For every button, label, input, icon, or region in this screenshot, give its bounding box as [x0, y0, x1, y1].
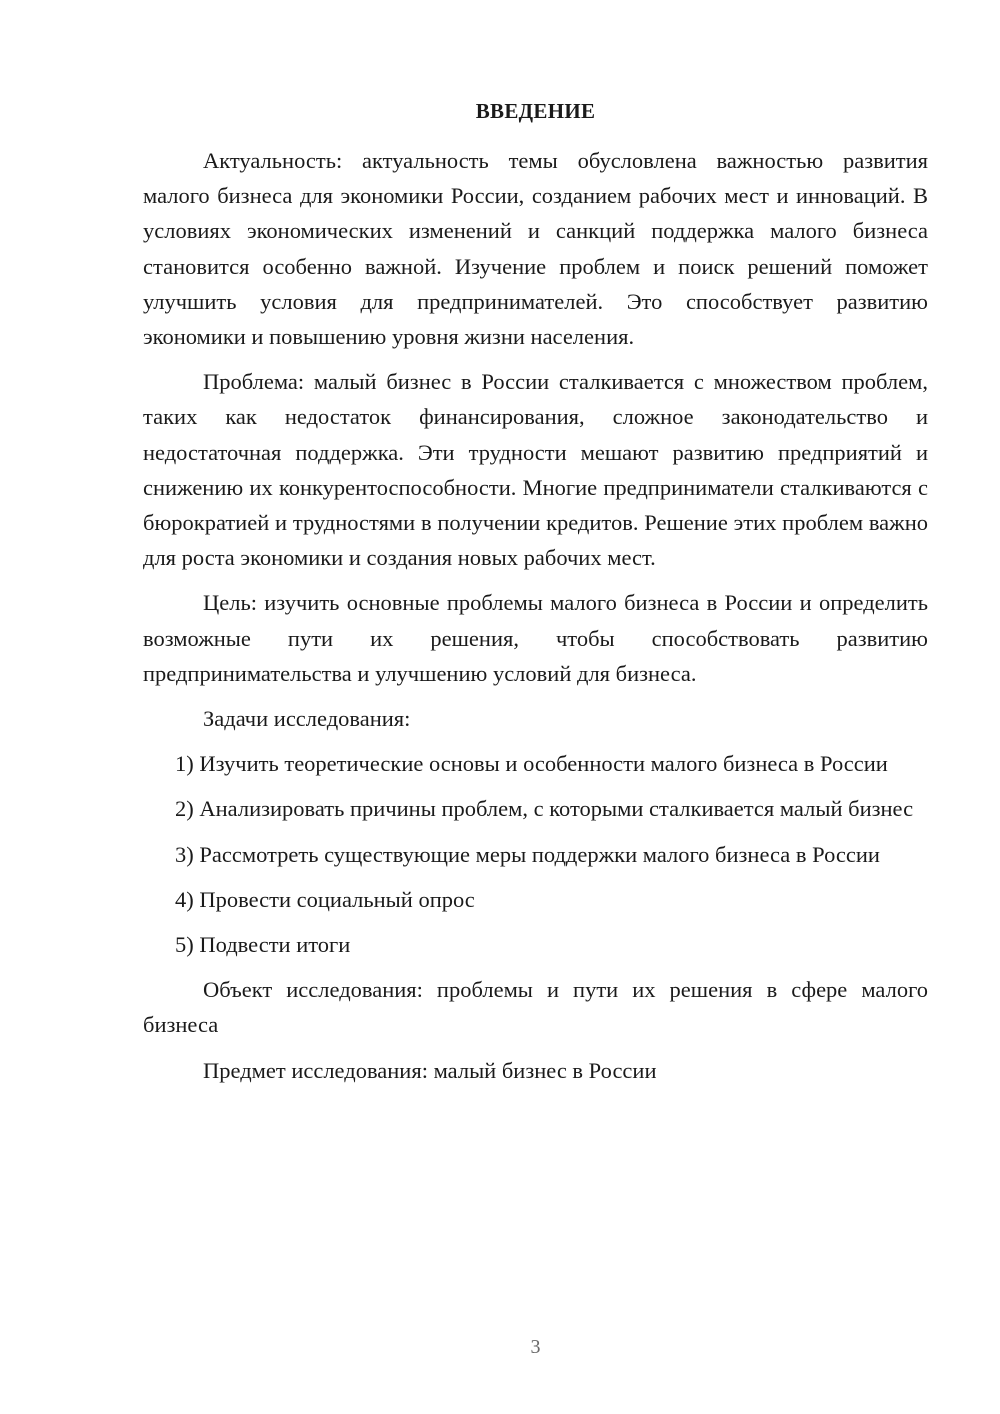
paragraph-tasks-heading: Задачи исследования: — [203, 706, 411, 732]
task-item: 5) Подвести итоги — [175, 932, 351, 958]
paragraph-relevance: Актуальность: актуальность темы обусловлена важностью развития малого бизнеса для экономики России, созданием рабочих мест и инноваций. В условиях экономических изменений и санкций поддержка малого бизнеса становится особенно важной. Изучение проблем и поиск решений поможет улучшить условия для предпринимателей. Это способствует развитию экономики и повышению уровня жизни населения. — [143, 148, 928, 350]
document-body — [143, 143, 928, 1098]
document-page — [143, 0, 928, 1414]
task-item: 2) Анализировать причины проблем, с которыми сталкивается малый бизнес — [175, 796, 914, 822]
paragraph-object: Объект исследования: проблемы и пути их решения в сфере малого бизнеса — [143, 977, 928, 1038]
task-item: 1) Изучить теоретические основы и особенности малого бизнеса в России — [175, 751, 888, 777]
task-item: 4) Провести социальный опрос — [175, 886, 475, 912]
page-number: 3 — [530, 1336, 541, 1358]
paragraph-problem: Проблема: малый бизнес в России сталкивается с множеством проблем, таких как недостаток финансирования, сложное законодательство и недостаточная поддержка. Эти трудности мешают развитию предприятий и снижению их конкурентоспособности. Многие предприниматели сталкиваются с бюрократией и трудностями в получении кредитов. Решение этих проблем важно для роста экономики и создания новых рабочих мест. — [143, 369, 928, 571]
section-title: ВВЕДЕНИЕ — [475, 99, 596, 123]
task-item: 3) Рассмотреть существующие меры поддержки малого бизнеса в России — [175, 841, 880, 867]
paragraph-goal: Цель: изучить основные проблемы малого бизнеса в России и определить возможные пути их решения, чтобы способствовать развитию предпринимательства и улучшению условий для бизнеса. — [143, 590, 928, 686]
paragraph-subject: Предмет исследования: малый бизнес в России — [203, 1057, 657, 1083]
